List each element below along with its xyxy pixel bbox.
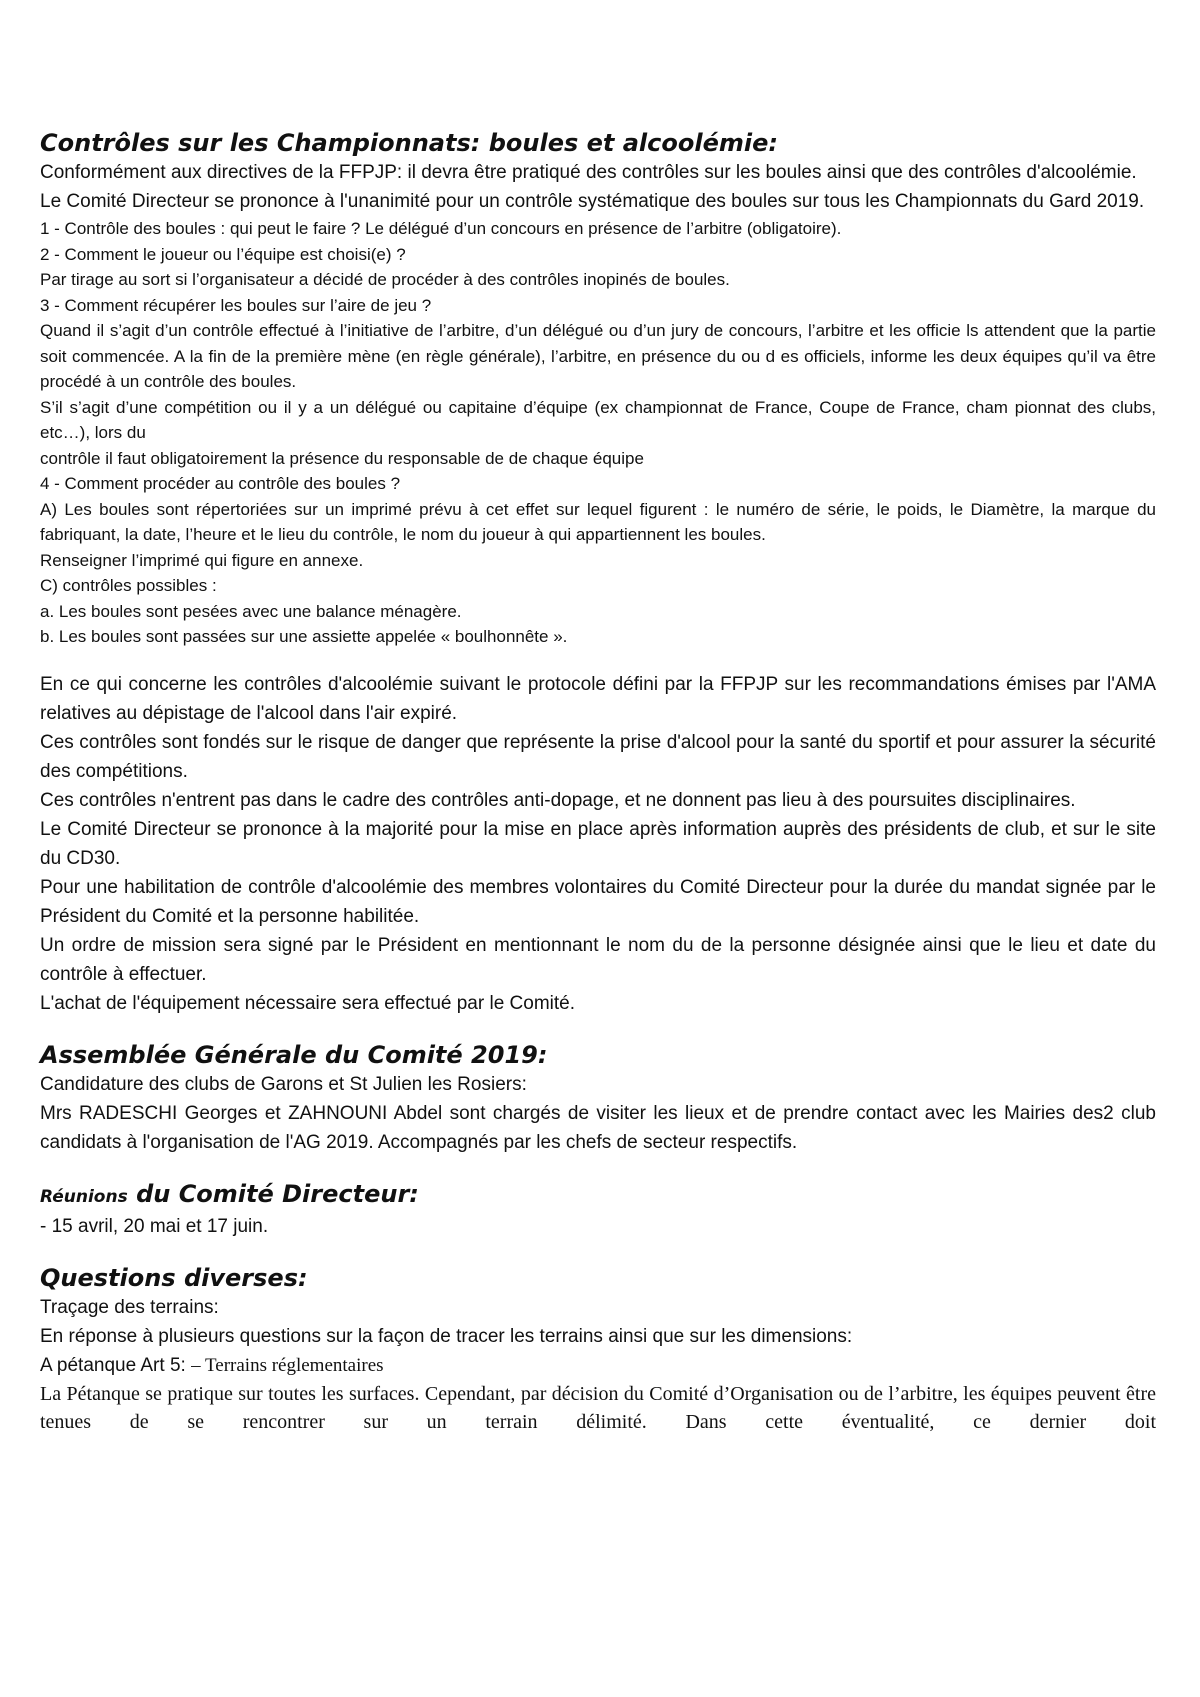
- small-paragraph: Quand il s’agit d’un contrôle effectué à l’initiative de l’arbitre, d’un délégué ou d’un jury de concours, l’arbitre et les officie ls attendent que la partie soit commencée. A la fin de la première mène (en règle générale), l’arbitre, en présence du ou d es officiels, informe les deux équipes qu’il va être procédé à un contrôle des boules.: [40, 321, 1156, 391]
- spacer: [40, 650, 1156, 670]
- small-line: contrôle il faut obligatoirement la présence du responsable de de chaque équipe: [40, 448, 644, 468]
- small-paragraph: A) Les boules sont répertoriées sur un imprimé prévu à cet effet sur lequel figurent : le numéro de série, le poids, le Diamètre, la marque du fabriquant, la date, l’heure et le lieu du contrôle, le nom du joueur à qui appartiennent les boules.: [40, 499, 1156, 544]
- serif-paragraph: La Pétanque se pratique sur toutes les surfaces. Cependant, par décision du Comité d’Organisation ou de l’arbitre, les équipes peuvent être tenues de se rencontrer sur un terrain délimité. Dans cette éventualité, ce dernier doit: [40, 1382, 1156, 1433]
- document-body: [40, 128, 1156, 1436]
- section-title-reunions: [40, 1179, 1156, 1212]
- small-line: C) contrôles possibles :: [40, 576, 217, 595]
- spacer: [40, 1241, 1156, 1263]
- small-line: b. Les boules sont passées sur une assiette appelée « boulhonnête ».: [40, 627, 568, 646]
- small-line: 3 - Comment récupérer les boules sur l’aire de jeu ?: [40, 295, 432, 315]
- paragraph: Ces contrôles sont fondés sur le risque de danger que représente la prise d'alcool pour la santé du sportif et pour assurer la sécurité des compétitions.: [40, 731, 1156, 782]
- paragraph: Ces contrôles n'entrent pas dans le cadre des contrôles anti-dopage, et ne donnent pas lieu à des poursuites disciplinaires.: [40, 789, 1076, 811]
- paragraph: L'achat de l'équipement nécessaire sera effectué par le Comité.: [40, 992, 575, 1014]
- small-line: 4 - Comment procéder au contrôle des boules ?: [40, 474, 401, 493]
- spacer: [40, 1018, 1156, 1040]
- paragraph: Candidature des clubs de Garons et St Julien les Rosiers:: [40, 1073, 527, 1095]
- paragraph: En réponse à plusieurs questions sur la façon de tracer les terrains ainsi que sur les dimensions:: [40, 1325, 853, 1347]
- paragraph: Conformément aux directives de la FFPJP: il devra être pratiqué des contrôles sur les boules ainsi que des contrôles d'alcoolémie.: [40, 162, 1137, 183]
- paragraph: Mrs RADESCHI Georges et ZAHNOUNI Abdel sont chargés de visiter les lieux et de prendre contact avec les Mairies des2 club candidats à l'organisation de l'AG 2019. Accompagnés par les chefs de secteur respectifs.: [40, 1102, 1156, 1153]
- small-line: Renseigner l’imprimé qui figure en annexe.: [40, 550, 364, 570]
- paragraph: [40, 1351, 1156, 1380]
- paragraph: Pour une habilitation de contrôle d'alcoolémie des membres volontaires du Comité Directeur pour la durée du mandat signée par le Président du Comité et la personne habilitée.: [40, 876, 1156, 927]
- article-ref: A pétanque Art 5:: [40, 1354, 192, 1376]
- small-line: 1 - Contrôle des boules : qui peut le faire ? Le délégué d’un concours en présence de l’arbitre (obligatoire).: [40, 219, 842, 238]
- small-line: Par tirage au sort si l’organisateur a décidé de procéder à des contrôles inopinés de boules.: [40, 270, 730, 289]
- title-lead: Réunions: [40, 1186, 128, 1207]
- section-title-questions: Questions diverses:: [40, 1263, 308, 1292]
- article-title: – Terrains réglementaires: [191, 1354, 384, 1376]
- paragraph: Un ordre de mission sera signé par le Président en mentionnant le nom du de la personne désignée ainsi que le lieu et date du contrôle à effectuer.: [40, 934, 1156, 985]
- paragraph: En ce qui concerne les contrôles d'alcoolémie suivant le protocole défini par la FFPJP sur les recommandations émises par l'AMA relatives au dépistage de l'alcool dans l'air expiré.: [40, 673, 1156, 724]
- small-line: 2 - Comment le joueur ou l’équipe est choisi(e) ?: [40, 244, 406, 264]
- spacer: [40, 1157, 1156, 1179]
- paragraph: Traçage des terrains:: [40, 1296, 219, 1318]
- section-title-controles: Contrôles sur les Championnats: boules et alcoolémie:: [40, 129, 778, 157]
- paragraph: - 15 avril, 20 mai et 17 juin.: [40, 1215, 269, 1237]
- section-title-assemblee: Assemblée Générale du Comité 2019:: [40, 1040, 548, 1069]
- small-line: a. Les boules sont pesées avec une balance ménagère.: [40, 601, 462, 621]
- title-rest: du Comité Directeur:: [127, 1179, 419, 1208]
- paragraph: Le Comité Directeur se prononce à l'unanimité pour un contrôle systématique des boules sur tous les Championnats du Gard 2019.: [40, 191, 1145, 212]
- small-paragraph: S’il s’agit d’une compétition ou il y a un délégué ou capitaine d’équipe (ex championnat de France, Coupe de France, cham pionnat des clubs, etc…), lors du: [40, 397, 1156, 442]
- paragraph: Le Comité Directeur se prononce à la majorité pour la mise en place après information auprès des présidents de club, et sur le site du CD30.: [40, 818, 1156, 869]
